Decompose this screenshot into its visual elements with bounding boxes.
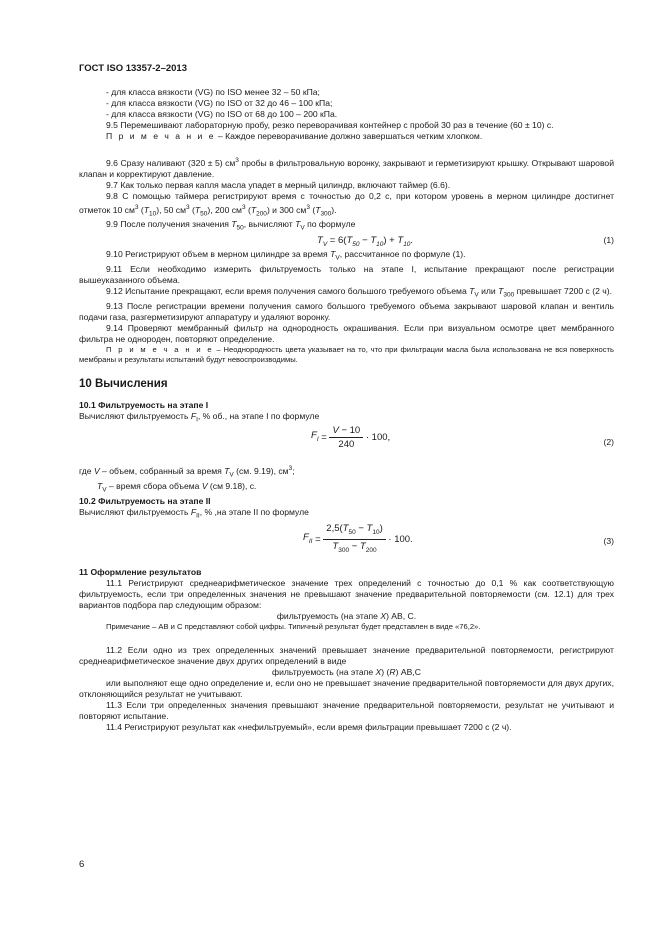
formula-3-expression: $F_{II}$ = $\frac{2,5(T_{50} - T_{10})}{T_{300} - T_{200}}$ · 100.	[303, 523, 413, 555]
para-11-1: 11.1 Регистрируют среднеарифметическое значение трех определений с точностью до 0,1 % как соответствующую фильтруемость, если три определенных значения не превышают значение предварительной повторяемости (см. 12.1) для трех вариантов подбора пар следующим образом:	[79, 578, 614, 611]
para-11-2: 11.2 Если одно из трех определенных значений превышает значение предварительной повторяемости, регистрируют среднеарифметическое значение двух других определений в виде	[79, 645, 614, 667]
section-11-title: 11 Оформление результатов	[79, 567, 202, 578]
formula-3-number: (3)	[603, 536, 614, 547]
text: 9.8 С помощью таймера регистрируют время с точностью до 0,2 с, при котором уровень в мерном цилиндре достигнет отметок 10 см	[79, 190, 614, 215]
para-9-13: 9.13 После регистрации времени получения самого большого требуемого объема закрывают шаровой клапан и вентиль подачи газа, разгерметизируют аппаратуру и удаляют воронку.	[79, 300, 614, 322]
para-10-2: Вычисляют фильтруемость $F_{II}$, % ,на этапе II по формуле	[79, 506, 309, 520]
text: фильтруемость (на этапе	[276, 611, 381, 622]
text: 9.10 Регистрируют объем в мерном цилиндре за время	[106, 249, 331, 260]
note-label: П р и м е ч а н и е	[106, 344, 214, 354]
text: , % об., на этапе I по формуле	[197, 410, 320, 421]
text: фильтруемость (на этапе	[272, 667, 376, 678]
text: или	[478, 285, 499, 296]
formula-3	[79, 523, 614, 561]
where-v: где V – объем, собранный за время $T_V$ (см. 9.19), $см^3$;	[79, 465, 295, 479]
para-9-9: 9.9 После получения значения $T_{50}$, вычисляют $T_V$ по формуле	[106, 219, 356, 233]
para-9-14: 9.14 Проверяют мембранный фильтр на однородность окрашивания. Если при визуальном осмотре цвет мембранного фильтра не однороден, повторяют определение.	[79, 322, 614, 344]
text: ), 50 см	[156, 204, 187, 215]
text: превышает 7200 с (2 ч).	[514, 285, 612, 296]
text: ) АВ,С	[395, 667, 421, 678]
formula-2-number: (2)	[603, 437, 614, 448]
formula-2	[79, 425, 614, 461]
text: – время сбора объема	[106, 480, 202, 491]
text: , рассчитанное по формуле (1).	[339, 249, 466, 260]
text: 9.9 После получения значения	[106, 219, 232, 230]
text: ) и 300 см	[266, 204, 307, 215]
text: Вычисляют фильтруемость	[79, 410, 191, 421]
result-format-2: фильтруемость (на этапе X) (R) АВ,С	[272, 667, 421, 678]
text: (	[138, 204, 144, 215]
note-2	[79, 345, 614, 365]
text: (см. 9.19), см	[233, 466, 289, 477]
text: (см 9.18), с.	[207, 480, 257, 491]
text: ).	[331, 204, 337, 215]
note-1	[79, 131, 614, 142]
text: 9.6 Сразу наливают (320 ± 5) см	[106, 157, 236, 168]
para-9-5: 9.5 Перемешивают лабораторную пробу, резко переворачивая контейнер с пробой 30 раз в течение (60 ± 10) с.	[106, 120, 554, 130]
text: по формуле	[304, 219, 356, 230]
formula-2-expression: $F_I$ = $\frac{V - 10}{240}$ · 100,	[311, 425, 391, 451]
text: – объем, собранный за время	[99, 466, 225, 477]
where-tv: $T_V$ – время сбора объема V (см 9.18), с.	[97, 480, 257, 494]
subsection-10-2-title: 10.2 Фильтруемость на этапе II	[79, 495, 211, 506]
result-format-1: фильтруемость (на этапе X) АВ, С.	[276, 611, 417, 622]
line-viscosity-3: - для класса вязкости (VG) по ISO от 68 до 100 – 200 кПа.	[106, 109, 338, 119]
text: ), 200 см	[207, 204, 242, 215]
para-9-10: 9.10 Регистрируют объем в мерном цилиндре за время $T_V$, рассчитанное по формуле (1).	[106, 249, 466, 262]
formula-1-number: (1)	[603, 235, 614, 246]
formula-1-expression: $T_V = 6(T_{50} - T_{10}) + T_{10}$.	[317, 235, 414, 249]
page-content	[79, 87, 614, 733]
para-11-4: 11.4 Регистрируют результат как «нефильтруемый», если время фильтрации превышает 7200 с (2 ч).	[106, 722, 512, 733]
text: , % ,на этапе II по формуле	[199, 506, 309, 517]
text: ) АВ, С.	[386, 611, 417, 622]
text: ;	[292, 466, 295, 477]
para-9-11: 9.11 Если необходимо измерить фильтруемость только на этапе I, испытание прекращают после регистрации вышеуказанного объема.	[79, 263, 614, 285]
standard-header: ГОСТ ISO 13357-2–2013	[79, 63, 188, 74]
para-10-1: Вычисляют фильтруемость $F_I$, % об., на этапе I по формуле	[79, 410, 320, 424]
text: , вычисляют	[243, 219, 296, 230]
subsection-10-1-title: 10.1 Фильтруемость на этапе I	[79, 399, 209, 410]
para-11-3: 11.3 Если три определенных значения превышают значение предварительной повторяемости, результат не учитывают и повторяют испытание.	[79, 700, 614, 722]
text: ) (	[381, 667, 390, 678]
para-9-7: 9.7 Как только первая капля масла упадет в мерный цилиндр, включают таймер (6.6).	[106, 179, 451, 190]
text: пробы в фильтровальную воронку, закрывают и герметизируют крышку. Открывают шаровой клапан и корректируют давление.	[79, 157, 615, 179]
para-9-8: 9.8 С помощью таймера регистрируют время с точностью до 0,2 с, при котором уровень в мерном цилиндре достигнет отметок 10 $см^3$ $(T_{10})$, 50 $см^3$ $(T_{50})$, 200 $см^3$ $(T_{200})$ и 300 $см^3$ $(T_{300})$.	[79, 190, 614, 218]
para-11-2-cont: или выполняют еще одно определение и, если оно не превышает значение предварительной повторяемости для двух других, отклоняющийся результат не учитывают.	[79, 678, 614, 700]
line-viscosity-1: - для класса вязкости (VG) по ISO менее 32 – 50 кПа;	[106, 87, 320, 97]
note-3: Примечание – АВ и С представляют собой цифры. Типичный результат будет представлен в виде «76,2».	[106, 622, 481, 632]
para-9-12: 9.12 Испытание прекращают, если время получения самого большого требуемого объема $T_V$ или $T_{300}$ превышает 7200 с (2 ч).	[106, 285, 612, 299]
text: где	[79, 466, 94, 477]
formula-1	[79, 235, 614, 248]
note-text: – Каждое переворачивание должно завершаться четким хлопком.	[215, 131, 483, 141]
page-number: 6	[79, 859, 85, 870]
text: Вычисляют фильтруемость	[79, 506, 191, 517]
text: 9.12 Испытание прекращают, если время получения самого большого требуемого объема	[106, 285, 470, 296]
line-viscosity-2: - для класса вязкости (VG) по ISO от 32 до 46 – 100 кПа;	[106, 98, 333, 108]
note-text: – Неоднородность цвета указывает на то, что при фильтрации масла была использована не вся поверхность мембраны и результаты испытаний будут невоспроизводимы.	[79, 344, 614, 364]
note-label: П р и м е ч а н и е	[106, 131, 216, 141]
para-9-6: 9.6 Сразу наливают (320 ± 5) $см^3$ пробы в фильтровальную воронку, закрывают и герметизируют крышку. Открывают шаровой клапан и корректируют давление.	[79, 157, 615, 179]
section-10-title: 10 Вычисления	[79, 377, 168, 390]
